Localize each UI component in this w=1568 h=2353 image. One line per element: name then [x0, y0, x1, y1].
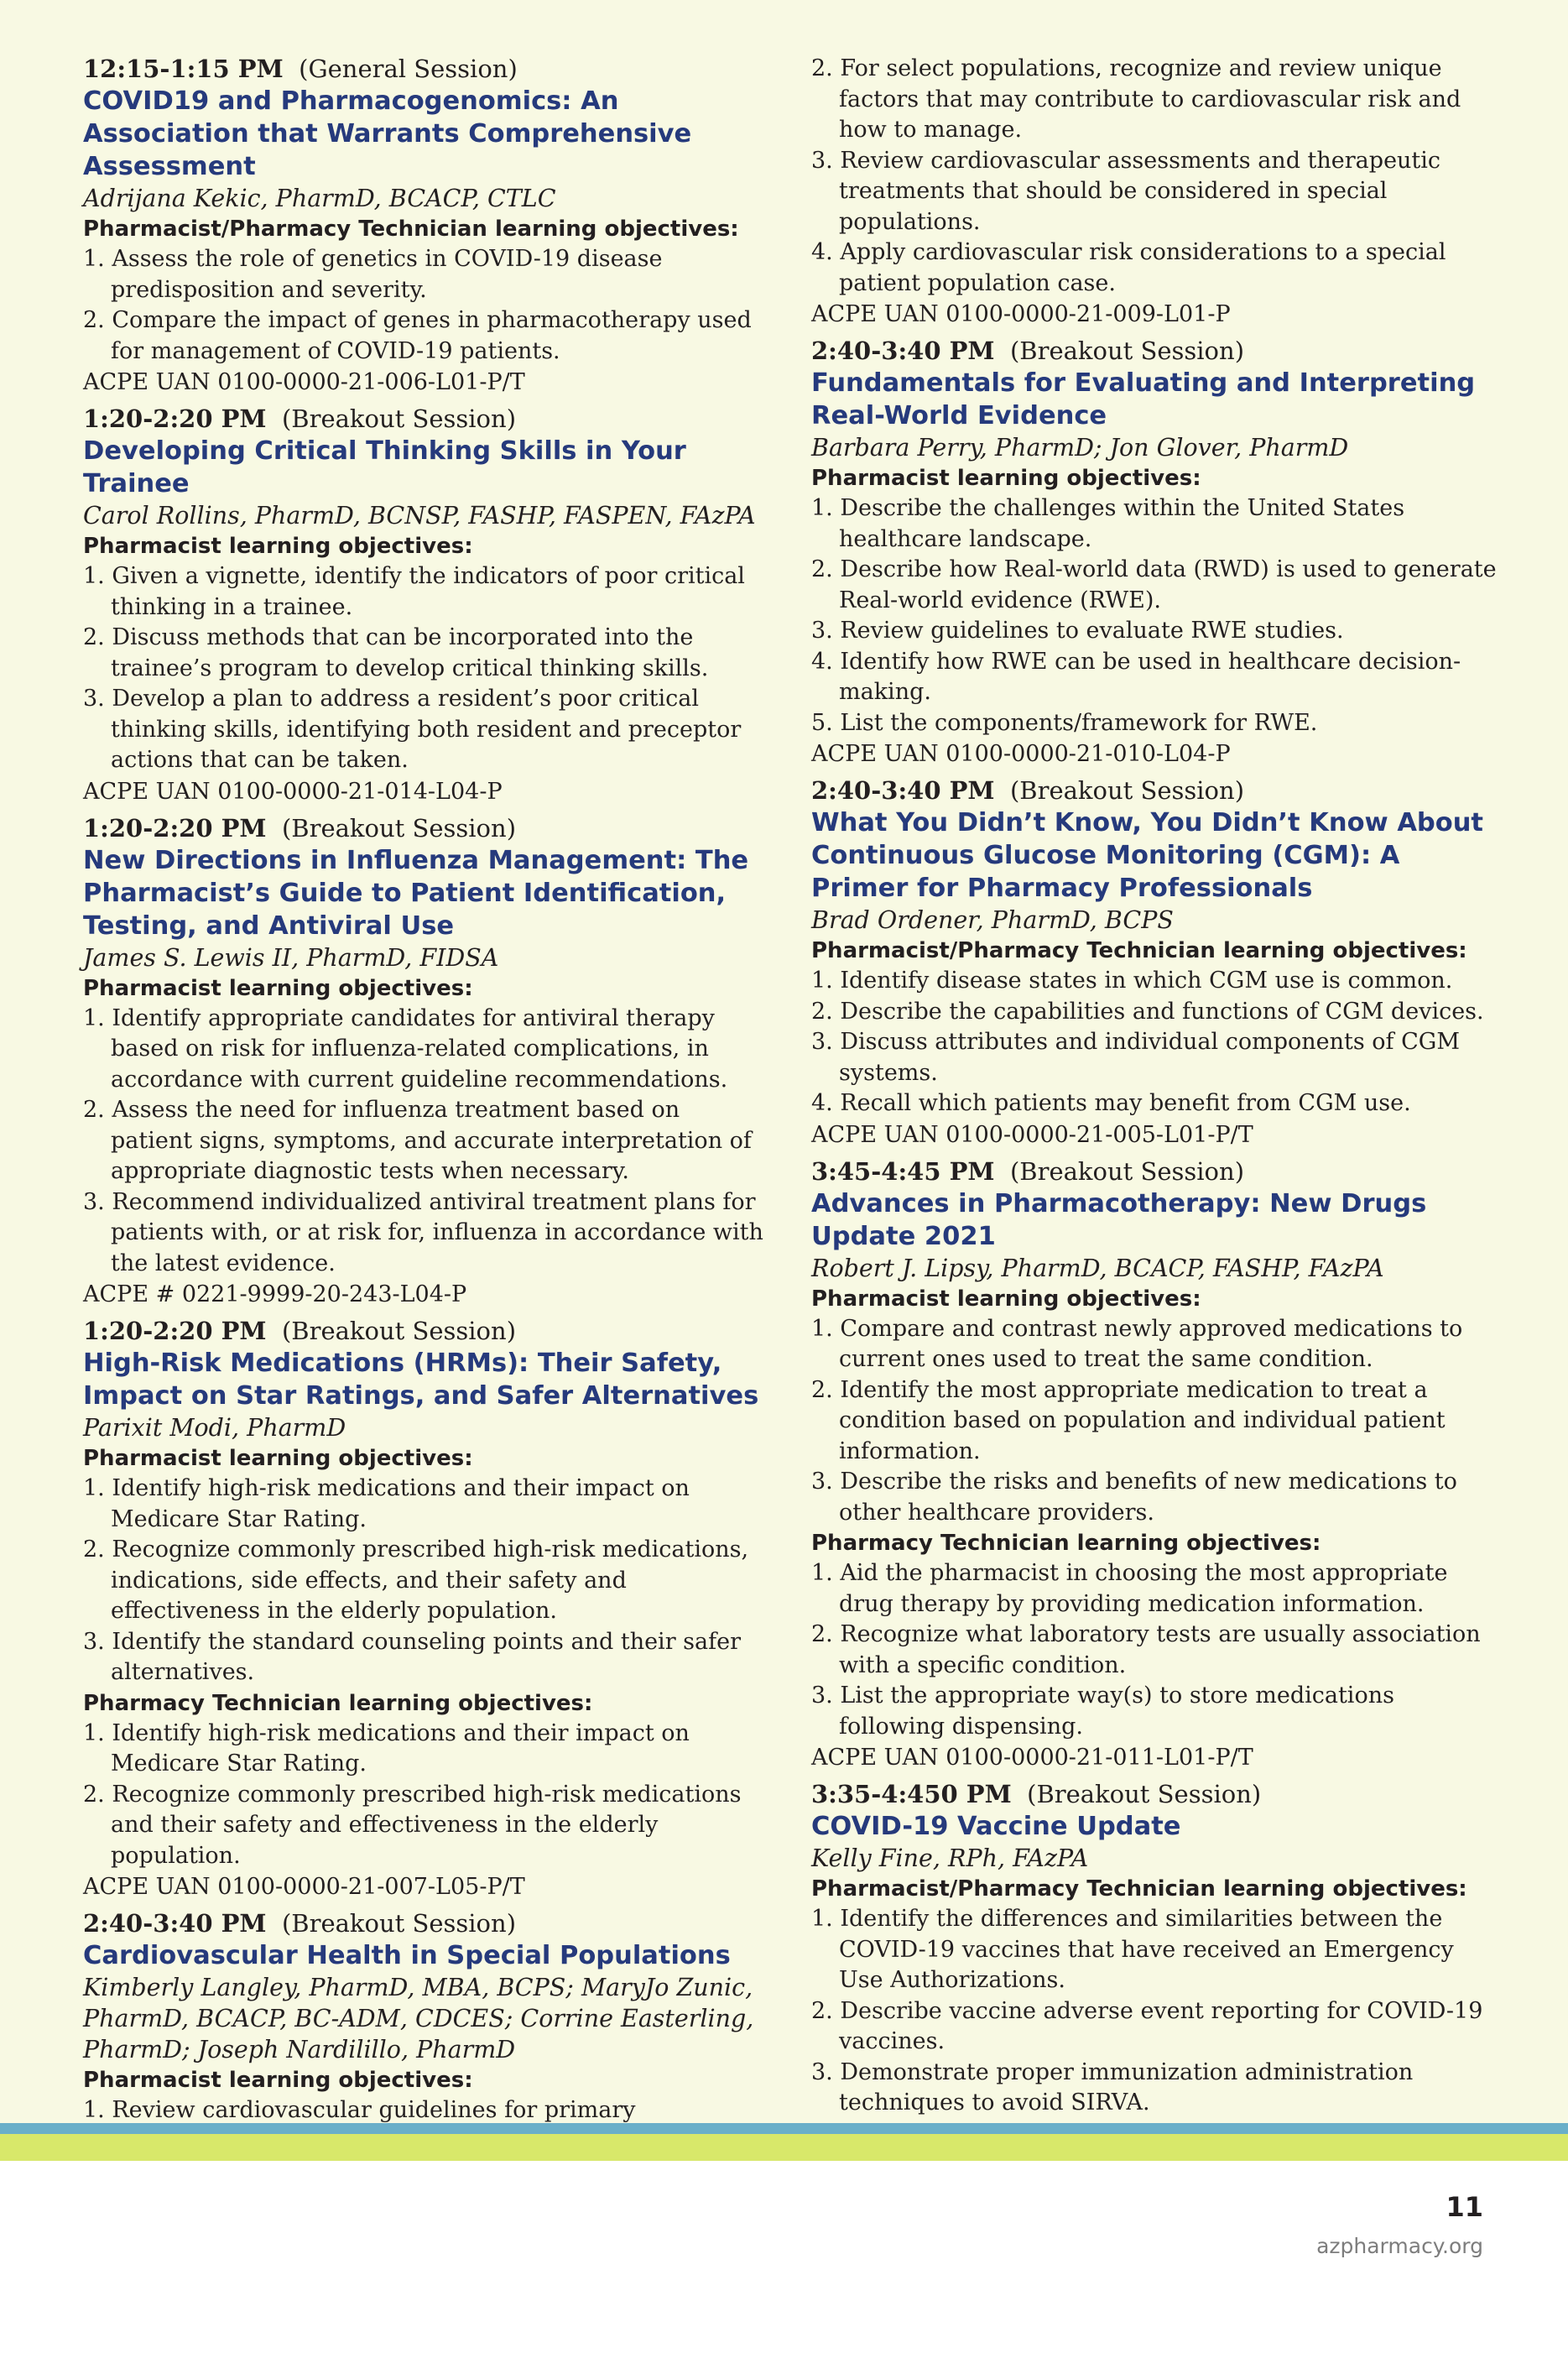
session-presenter: Brad Ordener, PharmD, BCPS [811, 906, 1174, 934]
objective-item: 2. Assess the need for influenza treatment based on patient signs, symptoms, and accurate interpretation of appropriate diagnostic tests when necessary. [83, 1097, 752, 1184]
session-kind: (Breakout Session) [1009, 337, 1245, 365]
objective-item: 3. Demonstrate proper immunization administration techniques to avoid SIRVA. [811, 2058, 1414, 2116]
objective-item: 1. Identify appropriate candidates for antiviral therapy based on risk for influenza-related complications, in accordance with current guideline recommendations. [83, 1004, 728, 1093]
time-spacer [267, 1317, 282, 1345]
footer-stripe-green [0, 2134, 1568, 2161]
objectives-heading: Pharmacist learning objectives: [811, 466, 1201, 491]
session-block [83, 54, 767, 398]
session-time-line [83, 1908, 767, 1939]
session-presenter: Carol Rollins, PharmD, BCNSP, FASHP, FASPEN, FAzPA [83, 502, 756, 530]
objective-item: 1. Compare and contrast newly approved medications to current ones used to treat the same condition. [811, 1315, 1463, 1372]
objective-item: 3. Review cardiovascular assessments and therapeutic treatments that should be considered in special populations. [811, 147, 1441, 235]
session-block [83, 813, 767, 1311]
objectives-list [811, 1314, 1499, 1529]
session-title: COVID19 and Pharmacogenomics: An Association that Warrants Comprehensive Assessment [83, 86, 692, 181]
session-title: Cardiovascular Health in Special Populations [83, 1941, 731, 1970]
objective-item: 1. Describe the challenges within the United States healthcare landscape. [811, 495, 1405, 552]
session-time: 12:15-1:15 PM [83, 55, 284, 83]
objective-item: 2. Recognize what laboratory tests are usually association with a specific condition. [811, 1621, 1481, 1678]
session-time-line [811, 1156, 1499, 1187]
left-column [83, 54, 767, 2163]
session-title: Advances in Pharmacotherapy: New Drugs Update 2021 [811, 1188, 1427, 1251]
acpe-number: ACPE UAN 0100-0000-21-014-L04-P [83, 778, 503, 805]
acpe-number: ACPE UAN 0100-0000-21-005-L01-P/T [811, 1121, 1253, 1148]
objectives-heading: Pharmacist/Pharmacy Technician learning objectives: [83, 217, 739, 242]
acpe-number: ACPE UAN 0100-0000-21-010-L04-P [811, 741, 1231, 767]
objective-item: 5. List the components/framework for RWE. [811, 709, 1318, 736]
time-spacer [995, 776, 1010, 805]
session-title: COVID-19 Vaccine Update [811, 1812, 1181, 1841]
objective-item: 2. Describe vaccine adverse event reporting for COVID-19 vaccines. [811, 1997, 1483, 2054]
session-block [811, 775, 1499, 1150]
objectives-heading: Pharmacist learning objectives: [83, 2068, 473, 2093]
footer-stripe-blue [0, 2123, 1568, 2134]
objectives-list [811, 1558, 1499, 1742]
objectives-list [811, 54, 1499, 299]
objective-item: 2. Compare the impact of genes in pharmacotherapy used for management of COVID-19 patients. [83, 307, 752, 364]
objectives-heading: Pharmacist/Pharmacy Technician learning objectives: [811, 938, 1467, 963]
session-title: New Directions in Influenza Management: The Pharmacist’s Guide to Patient Identification, Testing, and Antiviral Use [83, 845, 749, 941]
objectives-heading: Pharmacist learning objectives: [83, 975, 473, 1001]
objectives-list [83, 1004, 767, 1280]
session-time: 3:45-4:45 PM [811, 1156, 995, 1186]
session-time-line [811, 336, 1499, 367]
objective-item: 2. Discuss methods that can be incorporated into the trainee’s program to develop critical thinking skills. [83, 624, 709, 681]
objective-item: 2. Describe the capabilities and functions of CGM devices. [811, 998, 1484, 1025]
session-time: 2:40-3:40 PM [83, 1909, 267, 1938]
objectives-list [83, 244, 767, 367]
session-presenter: Adrijana Kekic, PharmD, BCACP, CTLC [83, 185, 556, 212]
session-kind: (Breakout Session) [281, 1317, 517, 1345]
session-title: Fundamentals for Evaluating and Interpreting Real-World Evidence [811, 368, 1476, 430]
session-block [811, 54, 1499, 330]
session-block [811, 1156, 1499, 1774]
session-time: 1:20-2:20 PM [83, 404, 267, 433]
objective-item: 3. Describe the risks and benefits of new medications to other healthcare providers. [811, 1469, 1457, 1526]
session-block [83, 1316, 767, 1902]
session-block [83, 1908, 767, 2157]
objective-item: 4. Recall which patients may benefit from CGM use. [811, 1090, 1411, 1116]
footer-website: azpharmacy.org [1316, 2234, 1483, 2258]
objectives-heading: Pharmacist/Pharmacy Technician learning objectives: [811, 1876, 1467, 1902]
session-kind: (Breakout Session) [281, 404, 517, 433]
session-time: 3:35-4:450 PM [811, 1780, 1012, 1808]
objective-item: 4. Identify how RWE can be used in healthcare decision-making. [811, 648, 1461, 705]
objectives-list [811, 493, 1499, 738]
objective-item: 3. Develop a plan to address a resident’s poor critical thinking skills, identifying both resident and preceptor actions that can be taken. [83, 686, 742, 773]
objectives-heading: Pharmacist learning objectives: [811, 1286, 1201, 1312]
session-kind: (Breakout Session) [1009, 776, 1245, 805]
objective-item: 1. Identify disease states in which CGM use is common. [811, 968, 1453, 994]
session-time-line [83, 54, 767, 85]
objective-item: 2. Describe how Real-world data (RWD) is used to generate Real-world evidence (RWE). [811, 556, 1497, 613]
acpe-number: ACPE UAN 0100-0000-21-007-L05-P/T [83, 1874, 525, 1900]
objective-item: 1. Assess the role of genetics in COVID-19 disease predisposition and severity. [83, 246, 663, 303]
objective-item: 3. Recommend individualized antiviral treatment plans for patients with, or at risk for, influenza in accordance with the latest evidence. [83, 1188, 763, 1276]
time-spacer [1012, 1780, 1027, 1808]
session-presenter: Kelly Fine, RPh, FAzPA [811, 1844, 1089, 1872]
session-title: Developing Critical Thinking Skills in Your Trainee [83, 436, 686, 498]
session-kind: (Breakout Session) [1027, 1780, 1262, 1808]
session-time-line [811, 1779, 1499, 1810]
objective-item: 2. Identify the most appropriate medication to treat a condition based on population and individual patient information. [811, 1376, 1446, 1464]
session-block [811, 1779, 1499, 2150]
objective-item: 1. Aid the pharmacist in choosing the most appropriate drug therapy by providing medication information. [811, 1560, 1448, 1617]
session-presenter: Parixit Modi, PharmD [83, 1414, 346, 1442]
time-spacer [995, 1157, 1010, 1186]
objective-item: 1. Review cardiovascular guidelines for primary [83, 2097, 636, 2123]
acpe-number: ACPE UAN 0100-0000-21-009-L01-P [811, 301, 1231, 327]
session-time: 1:20-2:20 PM [83, 813, 267, 843]
page-number: 11 [1446, 2191, 1483, 2223]
session-time-line [83, 404, 767, 435]
objective-item: 1. Identify the differences and similarities between the COVID-19 vaccines that have received an Emergency Use Authorizations. [811, 1906, 1454, 1993]
session-time: 2:40-3:40 PM [811, 776, 995, 805]
acpe-number: ACPE UAN 0100-0000-21-006-L01-P/T [83, 369, 525, 395]
objective-item: 3. Discuss attributes and individual components of CGM systems. [811, 1029, 1461, 1086]
objective-item: 3. List the appropriate way(s) to store medications following dispensing. [811, 1683, 1394, 1740]
objective-item: 3. Identify the standard counseling points and their safer alternatives. [83, 1628, 742, 1685]
session-presenter: Barbara Perry, PharmD; Jon Glover, PharmD [811, 434, 1349, 462]
session-block [83, 404, 767, 807]
session-presenter: Kimberly Langley, PharmD, MBA, BCPS; MaryJo Zunic, PharmD, BCACP, BC-ADM, CDCES; Corrine Easterling, PharmD; Joseph Nardilillo, PharmD [83, 1974, 754, 2063]
session-time: 2:40-3:40 PM [811, 337, 995, 365]
acpe-number: ACPE UAN 0100-0000-21-011-L01-P/T [811, 1745, 1253, 1771]
time-spacer [267, 814, 282, 843]
objective-item: 4. Apply cardiovascular risk considerations to a special patient population case. [811, 239, 1446, 296]
objectives-list [811, 966, 1499, 1119]
objectives-list [83, 561, 767, 776]
session-time-line [811, 775, 1499, 806]
objectives-heading: Pharmacy Technician learning objectives: [83, 1690, 593, 1716]
objective-item: 3. Review guidelines to evaluate RWE studies. [811, 618, 1344, 644]
session-presenter: Robert J. Lipsy, PharmD, BCACP, FASHP, FAzPA [811, 1254, 1384, 1282]
objective-item: 2. Recognize commonly prescribed high-risk medications and their safety and effectiveness in the elderly population. [83, 1781, 742, 1869]
session-time-line [83, 1316, 767, 1347]
session-kind: (Breakout Session) [281, 1909, 517, 1938]
acpe-number: ACPE # 0221-9999-20-243-L04-P [83, 1281, 467, 1307]
session-time: 1:20-2:20 PM [83, 1317, 267, 1345]
time-spacer [267, 1909, 282, 1938]
objectives-heading: Pharmacist learning objectives: [83, 534, 473, 559]
session-kind: (Breakout Session) [1009, 1156, 1245, 1186]
session-time-line [83, 813, 767, 844]
objective-item: 1. Identify high-risk medications and their impact on Medicare Star Rating. [83, 1719, 690, 1776]
session-presenter: James S. Lewis II, PharmD, FIDSA [83, 943, 499, 972]
session-title: High-Risk Medications (HRMs): Their Safety, Impact on Star Ratings, and Safer Alternatives [83, 1349, 759, 1411]
time-spacer [267, 404, 282, 433]
session-block [811, 336, 1499, 770]
objective-item: 1. Given a vignette, identify the indicators of poor critical thinking in a trainee. [83, 563, 745, 620]
session-kind: (General Session) [299, 55, 518, 83]
session-kind: (Breakout Session) [281, 813, 517, 843]
objectives-list [811, 1904, 1499, 2119]
objectives-heading: Pharmacist learning objectives: [83, 1446, 473, 1471]
objective-item: 2. Recognize commonly prescribed high-risk medications, indications, side effects, and their safety and effectiveness in the elderly population. [83, 1536, 749, 1624]
right-column [811, 54, 1499, 2156]
objective-item: 1. Identify high-risk medications and their impact on Medicare Star Rating. [83, 1475, 690, 1532]
objectives-heading: Pharmacy Technician learning objectives: [811, 1531, 1321, 1556]
objectives-list [83, 1719, 767, 1872]
objective-item: 2. For select populations, recognize and review unique factors that may contribute to cardiovascular risk and how to manage. [811, 55, 1461, 143]
objectives-list [83, 1474, 767, 1688]
time-spacer [995, 337, 1010, 365]
time-spacer [284, 55, 299, 83]
session-title: What You Didn’t Know, You Didn’t Know About Continuous Glucose Monitoring (CGM): A Primer for Pharmacy Professionals [811, 808, 1483, 903]
